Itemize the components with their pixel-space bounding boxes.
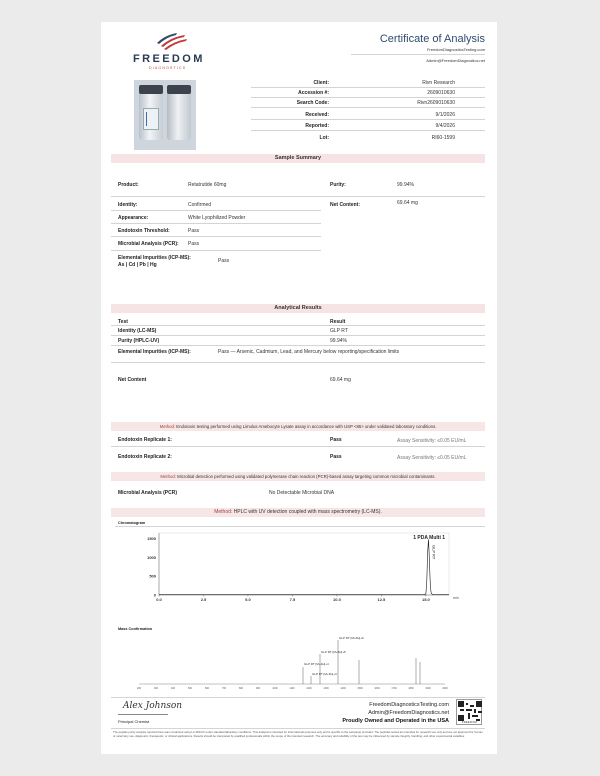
x-tick-label: 7.5 [289, 597, 296, 602]
microbial-label: Microbial Analysis (PCR) [118, 490, 177, 496]
mass-x-tick-label: 600 [205, 687, 209, 690]
info-label-received: Received: [305, 112, 329, 118]
chromatogram-axes [159, 533, 449, 595]
summary-elemental-label: Elemental Impurities (ICP-MS): [118, 255, 191, 261]
chromatogram-caption: Chromatogram [118, 521, 146, 525]
summary-elemental-sub: As | Cd | Pb | Hg [118, 262, 157, 268]
footer-website[interactable]: FreedomDiagnosticsTesting.com [369, 702, 449, 708]
qr-code[interactable] [456, 699, 482, 725]
mass-x-tick-label: 300 [154, 687, 158, 690]
mass-peak-label-1: GLP RT [M+6H]+6 [339, 636, 364, 640]
mass-x-tick-label: 900 [256, 687, 260, 690]
brand-subtitle: DIAGNOSTICS [149, 66, 187, 70]
endotoxin-method [111, 422, 485, 431]
summary-identity-label: Identity: [118, 202, 138, 208]
info-value-received: 9/1/2026 [435, 112, 455, 118]
mass-x-tick-label: 1700 [391, 687, 397, 690]
mass-x-tick-label: 1100 [289, 687, 295, 690]
results-test-purity: Purity (HPLC-UV) [118, 338, 160, 344]
endotoxin-method-text: Endotoxin testing performed using Limulus Amebocyte Lysate assay in accordance with USP <85> under validated laboratory conditions. [176, 424, 437, 429]
mass-x-tick-label: 1000 [272, 687, 278, 690]
mass-x-tick-label: 1900 [425, 687, 431, 690]
summary-purity-label: Purity: [330, 182, 346, 188]
mass-x-tick-label: 2000 [442, 687, 448, 690]
endotoxin-method-label: Method: [159, 424, 176, 429]
header-website[interactable]: FreedomDiagnosticsTesting.com [426, 47, 485, 52]
summary-identity: Confirmed [188, 202, 212, 208]
summary-elemental: Pass [218, 258, 230, 264]
brand-name: FREEDOM [133, 53, 205, 65]
mass-x-tick-label: 1500 [357, 687, 363, 690]
x-tick-label: 12.5 [377, 597, 386, 602]
info-value-search-code: Rivn2609010630 [417, 100, 455, 106]
chromatogram-x-ticks [156, 595, 430, 602]
summary-endotoxin-label: Endotoxin Threshold: [118, 228, 170, 234]
section-header-results: Analytical Results [111, 304, 485, 313]
y-tick-label: 1000 [147, 554, 156, 560]
summary-appearance: White Lyophilized Powder [188, 215, 246, 221]
mass-spectrum [115, 632, 485, 692]
results-result-purity: 99.94% [330, 338, 347, 344]
info-label-search-code: Search Code: [296, 100, 329, 106]
summary-micro: Pass [188, 241, 200, 247]
summary-product: Retatrutide 60mg [188, 182, 227, 188]
info-value-client: Rivn Research [422, 80, 455, 86]
disclaimer: The peptide purity analysis reported here was conducted using LC-MS/UV under standard laboratory conditions. This analysis is intended for informational purposes only and is specific to the sample(s) provided. The peptides tested are intended for research use only and are not approved for human or veterinary use, diagnostic, therapeutic, or clinical applications. Results should be interpreted by qualified professionals within the scope of the intended research. The accuracy and reliability of the test may be influenced by sample integrity, handling, and other experimental variables. [113, 730, 483, 738]
chromatogram-legend: 1 PDA Multi 1 [413, 535, 445, 541]
mass-x-tick-label: 700 [222, 687, 226, 690]
y-tick-label: 0 [153, 592, 156, 598]
chromatogram-y-ticks [147, 536, 157, 597]
x-tick-label: 0.0 [156, 597, 162, 602]
info-label-accession: Accession #: [298, 90, 329, 96]
signer-title: Principal Chemist [118, 719, 150, 724]
microbial-method [111, 472, 485, 481]
mass-peak-label-4: GLP RT [M+3H]+3 [312, 672, 337, 676]
mass-x-tick-label: 400 [171, 687, 175, 690]
results-test-net: Net Content [118, 377, 147, 383]
mass-peak-label-3: GLP RT [M+4H]+4 [304, 662, 329, 666]
hplc-method [111, 508, 485, 517]
microbial-result: No Detectable Microbial DNA [269, 490, 335, 496]
document-title: Certificate of Analysis [379, 33, 485, 45]
y-tick-label: 500 [149, 573, 156, 579]
hplc-method-label: Method: [214, 509, 233, 515]
chromatogram-peak-label: GLP RT [431, 545, 437, 560]
certificate-page [101, 22, 497, 754]
mass-x-ticks [137, 687, 448, 690]
header-email[interactable]: Admin@FreedomDiagnostics.net [426, 58, 485, 63]
microbial-method-text: Microbial detection performed using validated polymerase chain reaction (PCR)-based assay targeting common microbial contaminants. [177, 474, 436, 479]
sample-photo [134, 80, 196, 150]
info-label-reported: Reported: [305, 123, 329, 129]
results-col-result: Result [330, 319, 346, 325]
flag-wave-icon [123, 31, 209, 53]
chromatogram-chart [115, 527, 485, 607]
hplc-method-text: HPLC with UV detection coupled with mass spectrometry (LC-MS). [233, 509, 382, 515]
summary-micro-label: Microbial Analysis (PCR): [118, 241, 179, 247]
summary-product-label: Product: [118, 182, 139, 188]
qr-code-icon [458, 701, 482, 721]
endotoxin-rep1-result: Pass [330, 437, 342, 443]
signature: Alex Johnson [123, 701, 183, 711]
footer-tagline: Proudly Owned and Operated in the USA [342, 718, 449, 724]
x-tick-label: 2.5 [200, 597, 207, 602]
chromatogram-trace [159, 539, 449, 594]
info-value-reported: 9/4/2026 [435, 123, 455, 129]
x-tick-label: 5.0 [245, 597, 251, 602]
microbial-method-label: Method: [160, 474, 176, 479]
info-label-client: Client: [313, 80, 329, 86]
endotoxin-rep2-sensitivity: Assay Sensitivity: ≤0.05 EU/mL [397, 455, 467, 461]
mass-x-tick-label: 500 [188, 687, 192, 690]
qr-caption: FREEDOM [461, 721, 478, 724]
vial-right [167, 90, 191, 140]
results-result-identity: GLP RT [330, 328, 348, 334]
mass-x-tick-label: 200 [137, 687, 141, 690]
info-label-lot: Lot: [319, 135, 329, 141]
mass-x-tick-label: 1600 [374, 687, 380, 690]
endotoxin-rep1-label: Endotoxin Replicate 1: [118, 437, 172, 443]
footer-email[interactable]: Admin@FreedomDiagnostics.net [368, 710, 449, 716]
mass-x-tick-label: 800 [239, 687, 243, 690]
endotoxin-rep2-label: Endotoxin Replicate 2: [118, 454, 172, 460]
results-col-test: Test [118, 319, 128, 325]
summary-appearance-label: Appearance: [118, 215, 149, 221]
info-value-accession: 2609010630 [427, 90, 455, 96]
endotoxin-rep1-sensitivity: Assay Sensitivity: ≤0.05 EU/mL [397, 438, 467, 444]
summary-purity: 99.94% [397, 182, 414, 188]
summary-endotoxin: Pass [188, 228, 200, 234]
endotoxin-rep2-result: Pass [330, 454, 342, 460]
logo [123, 31, 209, 73]
info-value-lot: RI60-1599 [431, 135, 455, 141]
chromatogram-x-unit: min [453, 596, 459, 600]
mass-peak-label-2: GLP RT [M+5H]+5 [321, 650, 346, 654]
y-tick-label: 1500 [147, 536, 156, 542]
section-header-summary: Sample Summary [111, 154, 485, 163]
summary-net: 69.64 mg [397, 200, 418, 206]
x-tick-label: 15.0 [421, 597, 430, 602]
x-tick-label: 10.0 [333, 597, 341, 602]
summary-net-label: Net Content: [330, 202, 360, 208]
mass-x-tick-label: 1400 [340, 687, 346, 690]
results-result-elemental: Pass — Arsenic, Cadmium, Lead, and Mercury below reporting/specification limits [218, 349, 400, 355]
mass-x-tick-label: 1200 [306, 687, 312, 690]
mass-caption: Mass Confirmation [118, 627, 153, 631]
results-test-elemental: Elemental Impurities (ICP-MS): [118, 349, 191, 355]
results-result-net: 69.64 mg [330, 377, 351, 383]
mass-x-tick-label: 1800 [408, 687, 414, 690]
results-test-identity: Identity (LC-MS) [118, 328, 157, 334]
mass-x-tick-label: 1300 [323, 687, 329, 690]
